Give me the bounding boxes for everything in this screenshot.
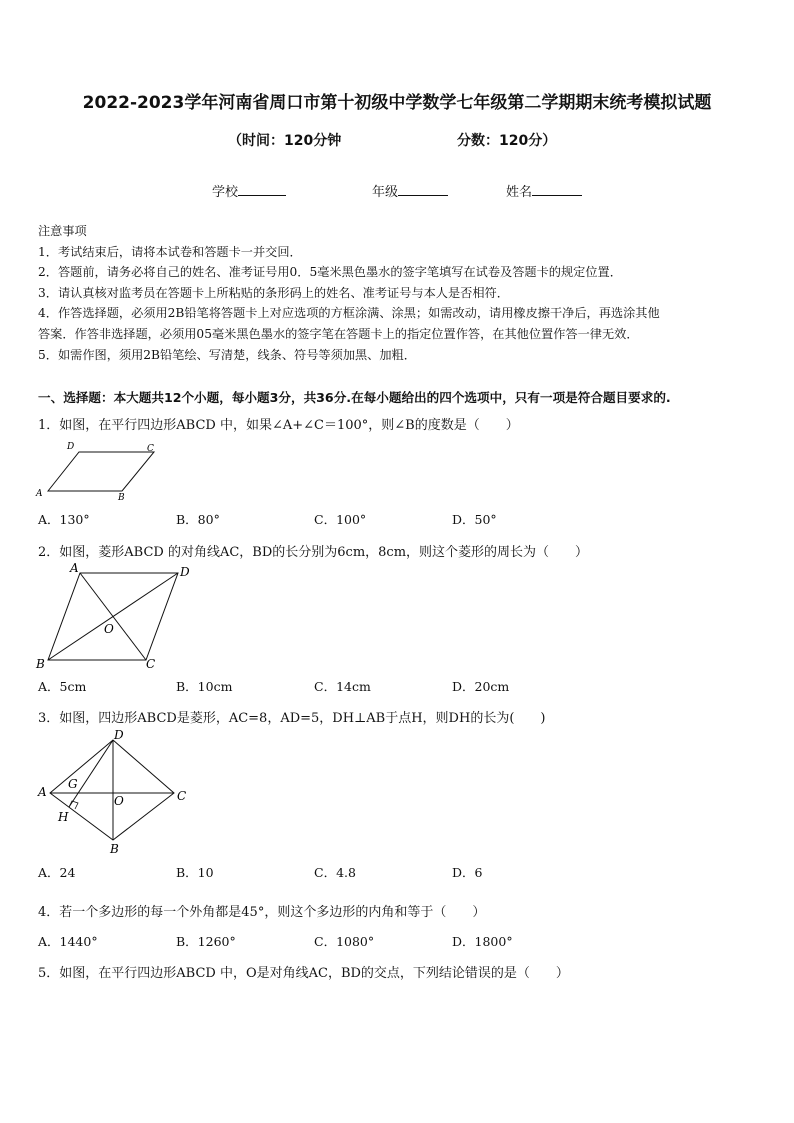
label-A: A [70, 561, 79, 575]
label-C: C [146, 657, 156, 671]
label-B: B [118, 493, 125, 503]
notes-item: 3．请认真核对监考员在答题卡上所粘贴的条形码上的姓名、准考证号与本人是否相符． [38, 285, 509, 300]
option-a[interactable]: A．1440° [38, 934, 98, 949]
diagonal-bd [48, 573, 178, 660]
question-4-stem: 4．若一个多边形的每一个外角都是45°，则这个多边形的内角和等于（ ） [38, 905, 486, 920]
option-a[interactable]: A．130° [38, 512, 90, 527]
notes-item: 答案．作答非选择题，必须用05毫米黑色墨水的签字笔在答题卡上的指定位置作答，在其他位置作答一律无效． [38, 326, 639, 341]
name-label: 姓名 [506, 185, 533, 200]
figure-rhombus [34, 560, 204, 672]
notes-item: 2．答题前，请务必将自己的姓名、准考证号用0．5毫米黑色墨水的签字笔填写在试卷及答题卡的规定位置． [38, 265, 622, 280]
label-A: A [38, 785, 47, 799]
question-5-stem: 5．如图，在平行四边形ABCD 中，O是对角线AC，BD的交点，下列结论错误的是（ ） [38, 966, 569, 981]
segment-dh [69, 740, 113, 807]
option-a[interactable]: A．5cm [38, 679, 87, 694]
label-B: B [36, 657, 45, 671]
option-d[interactable]: D．1800° [452, 934, 513, 949]
question-2-options [38, 677, 598, 695]
question-2-stem: 2．如图，菱形ABCD 的对角线AC，BD的长分别为6cm，8cm，则这个菱形的周长为（ ） [38, 545, 589, 560]
option-b[interactable]: B．10cm [176, 679, 233, 694]
school-label: 学校 [212, 185, 239, 200]
option-d[interactable]: D．20cm [452, 679, 510, 694]
section-heading: 一、选择题：本大题共12个小题，每小题3分，共36分.在每小题给出的四个选项中，只有一项是符合题目要求的. [38, 390, 671, 405]
option-b[interactable]: B．10 [176, 865, 214, 880]
exam-time: （时间：120分钟 [228, 133, 342, 149]
option-c[interactable]: C．14cm [314, 679, 371, 694]
label-O: O [104, 622, 114, 636]
question-3-stem: 3．如图，四边形ABCD是菱形，AC=8，AD=5，DH⊥AB于点H，则DH的长为( ) [38, 711, 546, 726]
grade-field [372, 181, 448, 200]
label-D: D [67, 442, 75, 452]
grade-label: 年级 [372, 185, 399, 200]
grade-blank [398, 183, 448, 196]
question-3-options [38, 863, 598, 881]
option-b[interactable]: B．1260° [176, 934, 236, 949]
label-H: H [58, 810, 69, 824]
option-c[interactable]: C．1080° [314, 934, 375, 949]
notes-block [38, 221, 758, 365]
notes-item: 4．作答选择题，必须用2B铅笔将答题卡上对应选项的方框涂满、涂黑；如需改动，请用橡皮擦干净后，再选涂其他 [38, 306, 660, 321]
label-B: B [110, 842, 119, 856]
question-1-stem: 1．如图，在平行四边形ABCD 中，如果∠A+∠C＝100°，则∠B的度数是（ ） [38, 418, 519, 433]
question-1-options [38, 510, 598, 528]
notes-item: 5．如需作图，须用2B铅笔绘、写清楚，线条、符号等须加黑、加粗． [38, 347, 416, 362]
parallelogram-shape [48, 452, 154, 491]
label-A: A [36, 489, 43, 499]
notes-heading: 注意事项 [38, 224, 87, 238]
option-c[interactable]: C．4.8 [314, 865, 356, 880]
name-field [506, 181, 582, 200]
label-O: O [114, 794, 124, 808]
label-C: C [147, 444, 154, 454]
exam-title: 2022-2023学年河南省周口市第十初级中学数学七年级第二学期期末统考模拟试题 [82, 93, 712, 113]
figure-rhombus-height [34, 726, 204, 856]
option-c[interactable]: C．100° [314, 512, 367, 527]
figure-parallelogram [34, 438, 164, 504]
label-G: G [68, 777, 78, 791]
option-d[interactable]: D．6 [452, 865, 483, 880]
option-d[interactable]: D．50° [452, 512, 497, 527]
option-a[interactable]: A．24 [38, 865, 76, 880]
school-blank [238, 183, 286, 196]
question-4-options [38, 932, 598, 950]
label-D: D [180, 565, 190, 579]
label-C: C [177, 789, 187, 803]
option-b[interactable]: B．80° [176, 512, 220, 527]
name-blank [532, 183, 582, 196]
label-D: D [114, 728, 124, 742]
exam-score: 分数：120分） [457, 133, 557, 149]
school-field [212, 181, 286, 200]
notes-item: 1．考试结束后，请将本试卷和答题卡一并交回． [38, 244, 302, 259]
